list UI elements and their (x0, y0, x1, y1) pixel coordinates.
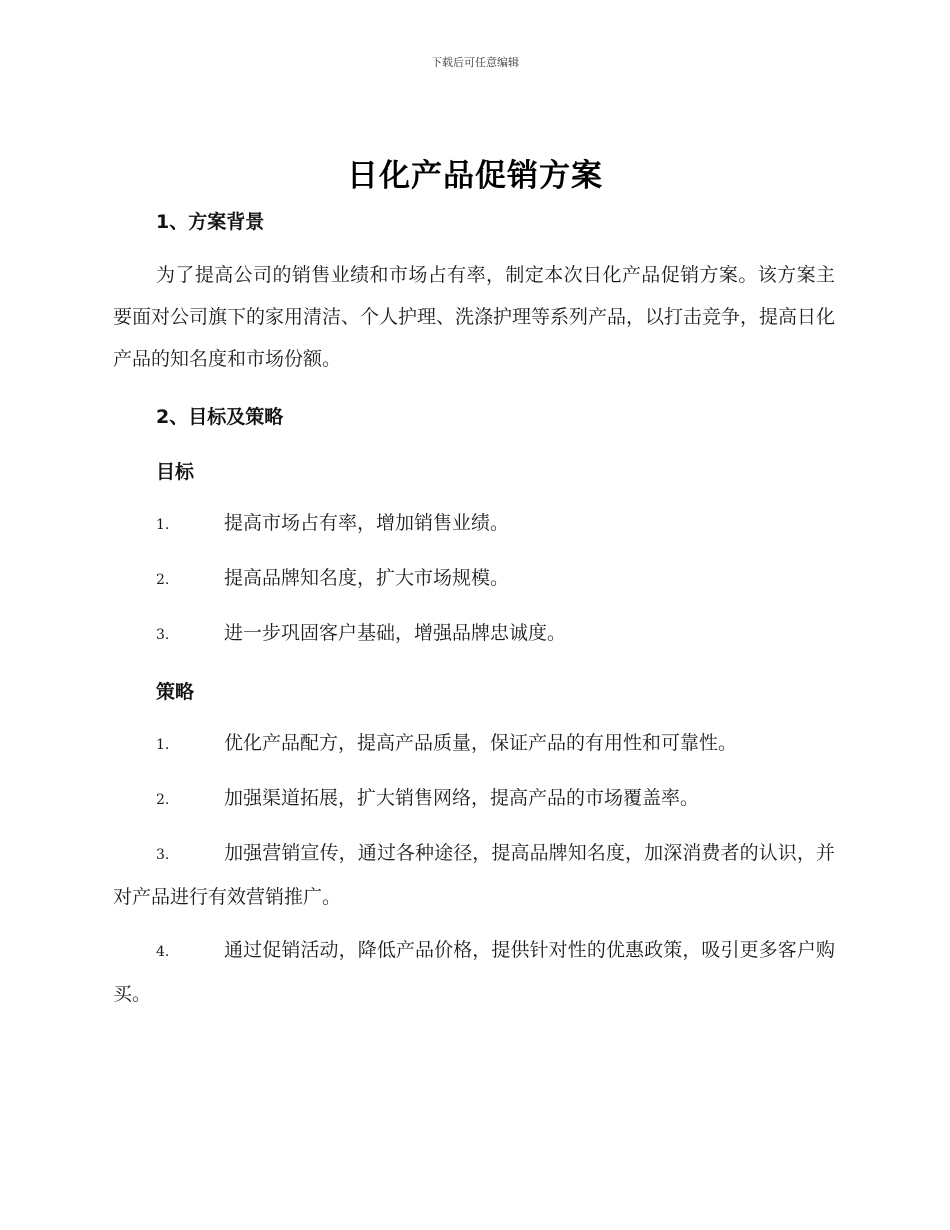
goal-number: 3. (156, 627, 170, 643)
subheading-strategy: 策略 (156, 681, 195, 703)
goal-number: 1. (156, 517, 170, 533)
strategy-number: 4. (156, 944, 170, 960)
goal-number: 2. (156, 572, 170, 588)
goal-text: 提高品牌知名度，扩大市场规模。 (224, 567, 510, 589)
strategy-item (113, 929, 835, 1015)
strategy-text: 加强营销宣传，通过各种途径，提高品牌知名度，加深消费者的认识，并对产品进行有效营销推广。 (113, 842, 835, 908)
subheading-goals: 目标 (156, 461, 195, 483)
strategy-item (113, 722, 835, 766)
strategy-number: 2. (156, 792, 170, 808)
strategy-text: 通过促销活动，降低产品价格，提供针对性的优惠政策，吸引更多客户购买。 (113, 939, 835, 1005)
goal-item (113, 502, 835, 546)
strategy-number: 3. (156, 847, 170, 863)
goal-text: 提高市场占有率，增加销售业绩。 (224, 512, 510, 534)
background-paragraph: 为了提高公司的销售业绩和市场占有率，制定本次日化产品促销方案。该方案主要面对公司旗下的家用清洁、个人护理、洗涤护理等系列产品，以打击竞争，提高日化产品的知名度和市场份额。 (113, 264, 836, 370)
section-heading-background: 1、方案背景 (156, 211, 265, 233)
strategy-item (113, 777, 835, 821)
goal-item (113, 612, 835, 656)
section-heading-goals-strategy: 2、目标及策略 (156, 406, 284, 428)
goal-item (113, 557, 835, 601)
document-title: 日化产品促销方案 (347, 158, 603, 194)
strategy-number: 1. (156, 737, 170, 753)
goal-text: 进一步巩固客户基础，增强品牌忠诚度。 (224, 622, 567, 644)
strategy-item (113, 832, 835, 918)
strategy-text: 优化产品配方，提高产品质量，保证产品的有用性和可靠性。 (224, 732, 738, 754)
page-header-note: 下载后可任意编辑 (431, 56, 519, 69)
strategy-text: 加强渠道拓展，扩大销售网络，提高产品的市场覆盖率。 (224, 787, 700, 809)
